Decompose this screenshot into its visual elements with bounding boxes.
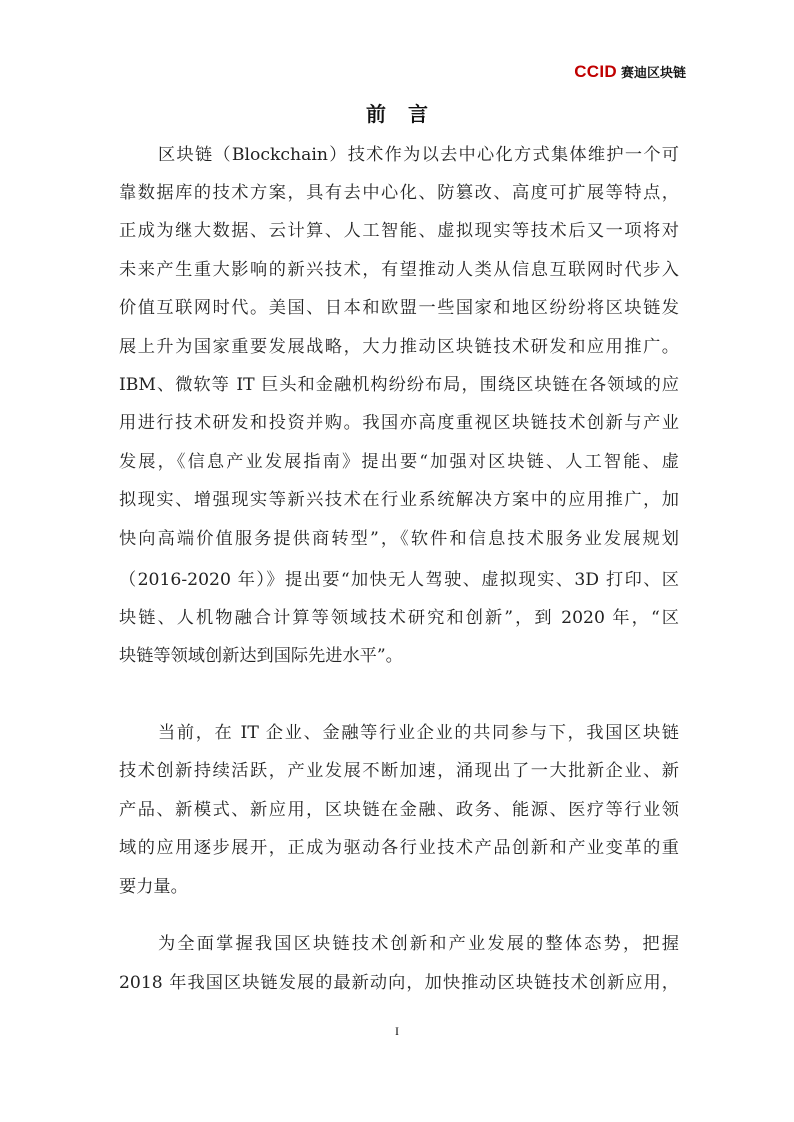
paragraph-1-line: 未来产生重大影响的新兴技术，有望推动人类从信息互联网时代步入 [119,260,679,280]
paragraph-1-line: 区块链（Blockchain）技术作为以去中心化方式集体维护一个可 [158,145,679,165]
paragraph-1-line: 展上升为国家重要发展战略，大力推动区块链技术研发和应用推广。 [119,337,679,357]
paragraph-3-line: 2018 年我国区块链发展的最新动向，加快推动区块链技术创新应用， [119,973,679,993]
paragraph-2-line: 产品、新模式、新应用，区块链在金融、政务、能源、医疗等行业领 [119,800,679,820]
brand-logo-latin: CCID [574,62,617,81]
paragraph-3-line: 为全面掌握我国区块链技术创新和产业发展的整体态势，把握 [158,934,679,954]
paragraph-1-line: 价值互联网时代。美国、日本和欧盟一些国家和地区纷纷将区块链发 [119,298,679,318]
paragraph-1-line: 快向高端价值服务提供商转型”，《软件和信息技术服务业发展规划 [119,529,679,549]
page-number: I [395,1024,399,1038]
paragraph-1-line: 用进行技术研发和投资并购。我国亦高度重视区块链技术创新与产业 [119,413,679,433]
paragraph-1-line: 正成为继大数据、云计算、人工智能、虚拟现实等技术后又一项将对 [119,221,679,241]
paragraph-1-line: 靠数据库的技术方案，具有去中心化、防篡改、高度可扩展等特点， [119,183,679,203]
paragraph-2-line: 要力量。 [119,877,188,897]
paragraph-1-line: 块链、人机物融合计算等领域技术研究和创新”，到 2020 年，“区 [119,608,679,628]
paragraph-1-line: 块链等领域创新达到国际先进水平”。 [119,646,403,666]
brand-header [574,62,686,82]
paragraph-1-line: IBM、微软等 IT 巨头和金融机构纷纷布局，围绕区块链在各领域的应 [119,375,679,395]
paragraph-2-line: 域的应用逐步展开，正成为驱动各行业技术产品创新和产业变革的重 [119,838,679,858]
page-title: 前言 [366,102,450,126]
paragraph-2-line: 技术创新持续活跃，产业发展不断加速，涌现出了一大批新企业、新 [119,761,679,781]
brand-logo-chinese: 赛迪区块链 [620,66,686,81]
paragraph-1-line: 拟现实、增强现实等新兴技术在行业系统解决方案中的应用推广，加 [119,490,679,510]
paragraph-2-line: 当前，在 IT 企业、金融等行业企业的共同参与下，我国区块链 [158,723,679,743]
paragraph-1-line: 发展，《信息产业发展指南》提出要“加强对区块链、人工智能、虚 [119,452,679,472]
paragraph-1-line: （2016-2020 年）》提出要“加快无人驾驶、虚拟现实、3D 打印、区 [119,570,679,590]
